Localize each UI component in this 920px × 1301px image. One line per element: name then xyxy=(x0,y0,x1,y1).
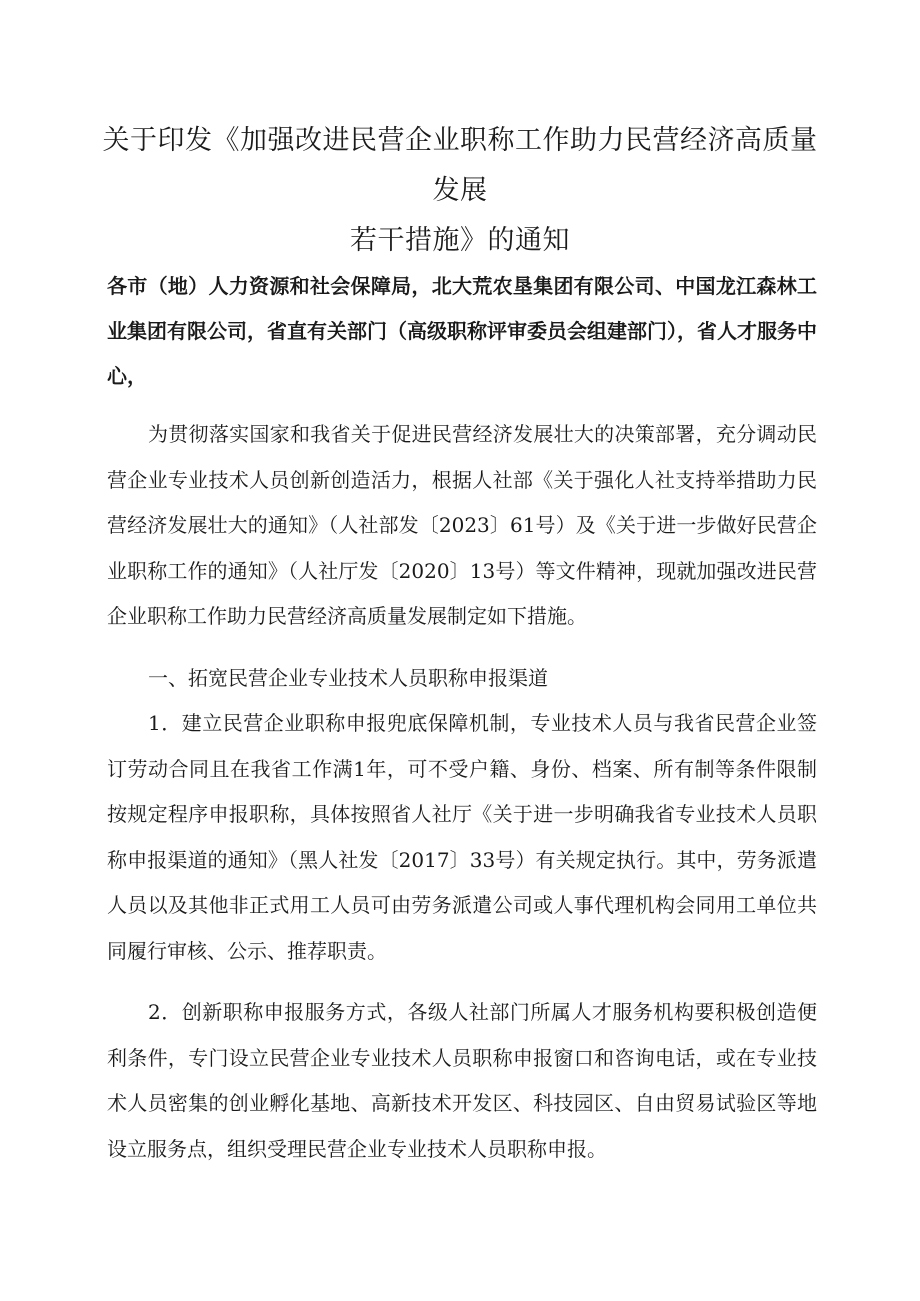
item-2-paragraph: 2．创新职称申报服务方式，各级人社部门所属人才服务机构要积极创造便利条件，专门设立民营企业专业技术人员职称申报窗口和咨询电话，或在专业技术人员密集的创业孵化基地、高新技术开发区、科技园区、自由贸易试验区等地设立服务点，组织受理民营企业专业技术人员职称申报。 xyxy=(107,1000,817,1161)
addressee-paragraph: 各市（地）人力资源和社会保障局，北大荒农垦集团有限公司、中国龙江森林工业集团有限公司，省直有关部门（高级职称评审委员会组建部门），省人才服务中心， xyxy=(107,274,817,388)
title-line-2: 若干措施》的通知 xyxy=(350,225,570,256)
item-1-paragraph: 1．建立民营企业职称申报兜底保障机制，专业技术人员与我省民营企业签订劳动合同且在我省工作满1年，可不受户籍、身份、档案、所有制等条件限制按规定程序申报职称，具体按照省人社厅《关于进一步明确我省专业技术人员职称申报渠道的通知》（黑人社发〔2017〕33号）有关规定执行。其中，劳务派遣人员以及其他非正式用工人员可由劳务派遣公司或人事代理机构会同用工单位共同履行审核、公示、推荐职责。 xyxy=(107,711,817,963)
document-title xyxy=(100,116,820,266)
title-line-1: 关于印发《加强改进民营企业职称工作助力民营经济高质量发展 xyxy=(102,125,818,206)
intro-paragraph: 为贯彻落实国家和我省关于促进民营经济发展壮大的决策部署，充分调动民营企业专业技术人员创新创造活力，根据人社部《关于强化人社支持举措助力民营经济发展壮大的通知》（人社部发〔2023〕61号）及《关于进一步做好民营企业职称工作的通知》（人社厅发〔2020〕13号）等文件精神，现就加强改进民营企业职称工作助力民营经济高质量发展制定如下措施。 xyxy=(107,422,817,628)
section-1-heading: 一、拓宽民营企业专业技术人员职称申报渠道 xyxy=(148,666,548,690)
